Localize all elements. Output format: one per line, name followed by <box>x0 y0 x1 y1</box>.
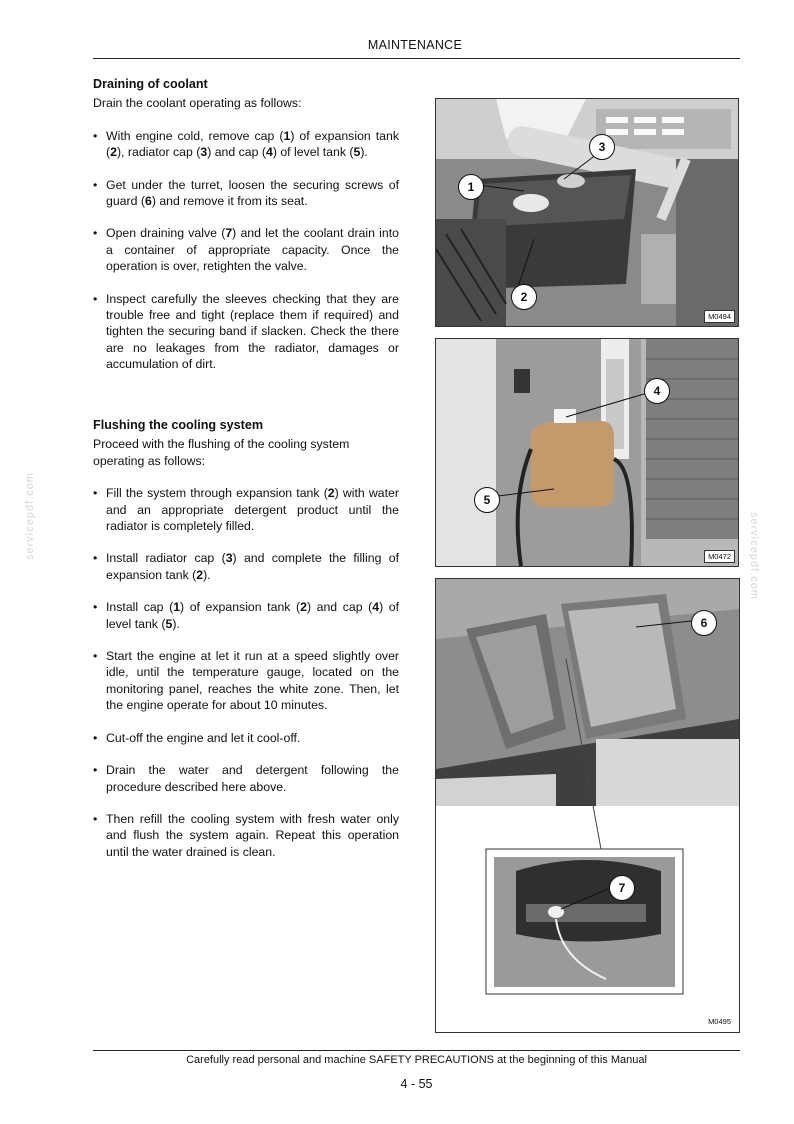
flushing-section <box>93 417 399 876</box>
figure-expansion-tank-photo <box>435 98 739 327</box>
callout-6: 6 <box>691 610 717 636</box>
list-item: • Inspect carefully the sleeves checking that they are trouble free and tight (replace them if required) and tighten the securing band if slacken. Check the there are no leakages from the radiator, damages or accumulation of dirt. <box>93 291 399 373</box>
figure-code-m0494: M0494 <box>704 310 735 323</box>
page-header-title: MAINTENANCE <box>367 38 463 52</box>
figure-guard-valve-photo <box>435 578 740 1033</box>
list-item: • Install cap (1) of expansion tank (2) and cap (4) of level tank (5). <box>93 599 399 632</box>
figure-expansion-tank-illustration <box>436 99 738 326</box>
draining-section <box>93 76 399 389</box>
flushing-intro: Proceed with the flushing of the cooling system operating as follows: <box>93 437 350 468</box>
figure-code-m0495: M0495 <box>708 1017 731 1026</box>
draining-steps-list <box>93 128 399 373</box>
list-item: • Get under the turret, loosen the securing screws of guard (6) and remove it from its seat. <box>93 177 399 210</box>
callout-2: 2 <box>511 284 537 310</box>
list-item: • Cut-off the engine and let it cool-off. <box>93 730 399 746</box>
figure-level-tank-photo <box>435 338 739 567</box>
callout-3: 3 <box>589 134 615 160</box>
list-item: • Then refill the cooling system with fresh water only and flush the system again. Repeat this operation until the water drained is clean. <box>93 811 399 860</box>
figure-code-m0472: M0472 <box>704 550 735 563</box>
footer-safety-note: Carefully read personal and machine SAFETY PRECAUTIONS at the beginning of this Manual <box>186 1054 647 1066</box>
list-item: • Fill the system through expansion tank (2) with water and an appropriate detergent product until the radiator is completely filled. <box>93 485 399 534</box>
figure-guard-valve-illustration <box>436 579 739 1032</box>
callout-5: 5 <box>474 487 500 513</box>
draining-intro: Drain the coolant operating as follows: <box>93 96 302 111</box>
footer-rule <box>93 1050 740 1051</box>
list-item: • Open draining valve (7) and let the coolant drain into a container of appropriate capacity. Once the operation is over, retighten the valve. <box>93 225 399 274</box>
callout-4: 4 <box>644 378 670 404</box>
flushing-steps-list <box>93 485 399 860</box>
list-item: • With engine cold, remove cap (1) of expansion tank (2), radiator cap (3) and cap (4) of level tank (5). <box>93 128 399 161</box>
flushing-title: Flushing the cooling system <box>93 418 264 432</box>
list-item: • Install radiator cap (3) and complete the filling of expansion tank (2). <box>93 550 399 583</box>
list-item: • Start the engine at let it run at a speed slightly over idle, until the temperature gauge, located on the monitoring panel, reaches the white zone. Then, let the engine operate for about 10 minutes. <box>93 648 399 714</box>
figure-level-tank-illustration <box>436 339 738 566</box>
watermark-right: servicepdf.com <box>748 512 760 600</box>
header-rule <box>93 58 740 59</box>
draining-title: Draining of coolant <box>93 77 208 91</box>
callout-1: 1 <box>458 174 484 200</box>
page-number: 4 - 55 <box>400 1077 433 1091</box>
list-item: • Drain the water and detergent following the procedure described here above. <box>93 762 399 795</box>
callout-7: 7 <box>609 875 635 901</box>
watermark-left: servicepdf.com <box>24 472 36 560</box>
